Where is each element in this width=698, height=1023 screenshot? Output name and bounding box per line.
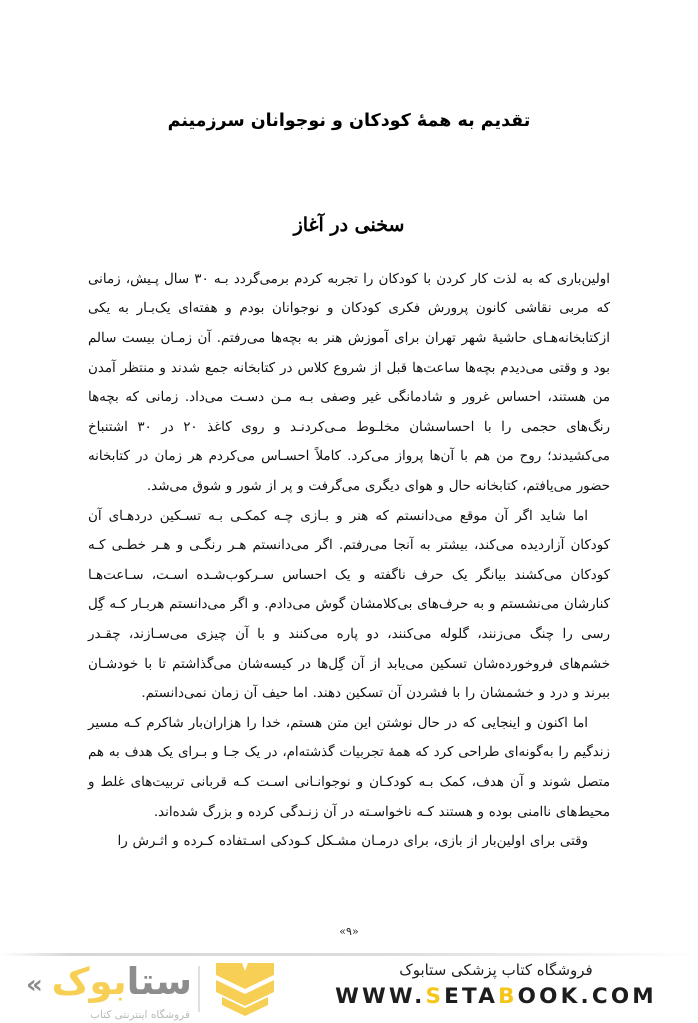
logo-subtitle: فروشگاه اینترنتی کتاب	[90, 1009, 190, 1021]
paragraph-2: اما شاید اگر آن موقع می‌دانستم که هنر و بـازی چـه کمکـی بـه تسـکین دردهـای آن کودکان آزاردیده می‌کند، بیشتر به آنجا می‌رفتم. اگر می‌دانستم هـر رنگـی و هـر خطـی کـه کودکان می‌کشند بیانگر یک حرف ناگفته و یک احساس سـرکوب‌شـده اسـت، سـاعت‌هـا کنارشان می‌نشستم و به حرف‌های بی‌کلامشان گوش می‌دادم. و اگر می‌دانستم هربـار کـه گِل رسی را چنگ می‌زنند، گلوله می‌کنند، دو پاره می‌کنند و با آن چیزی می‌سـازند، چقـدر خشم‌های فروخورده‌شان تسکین می‌یابد از آن گِل‌ها در کیسه‌شان می‌گذاشتم تا با خودشـان ببرند و درد و خشمشان را با فشردن آن تسکین دهند. اما حیف آن زمان نمی‌دانستم.	[88, 508, 610, 702]
footer-banner	[0, 953, 698, 1023]
url-suffix: OOK.COM	[517, 983, 657, 1009]
page-content	[88, 0, 610, 945]
chevron-stack-icon	[212, 961, 278, 1017]
logo-divider	[198, 966, 200, 1012]
url-letters-eta: ETA	[444, 983, 499, 1009]
paragraph-4: وقتی برای اولین‌بار از بازی، برای درمـان مشـکل کـودکی اسـتفاده کـرده و اثـرش را	[117, 834, 588, 850]
paragraph-3: اما اکنون و اینجایی که در حال نوشتن این متن هستم، خدا را هزاران‌بار شاکرم کـه مسیر زندگیم را به‌گونه‌ای طراحی کرد که همهٔ تجربیات گذشته‌ام، در یک جـا و بـرای یک هدف به هم متصل شوند و آن هدف، کمک بـه کودکـان و نوجوانـانی اسـت کـه قربانی تربیت‌های غلط و محیط‌های ناامنی بوده و هستند کـه ناخواسـته در آن زنـدگی کرده و بزرگ شده‌اند.	[88, 715, 610, 820]
footer-divider	[0, 953, 698, 956]
shop-url[interactable]	[316, 984, 676, 1009]
shop-name: فروشگاه کتاب پزشکی ستابوک	[399, 961, 593, 979]
logo-word-part-gray: ستا	[126, 960, 192, 1003]
logo-wordmark	[24, 959, 192, 1019]
dedication-heading: تقدیم به همهٔ کودکان و نوجوانان سرزمینم	[167, 111, 531, 131]
footer-brand-text	[316, 959, 676, 1009]
section-title: سخنی در آغاز	[293, 214, 405, 237]
url-prefix: WWW.	[335, 983, 426, 1009]
logo-wordmark-text	[51, 960, 192, 1003]
guillemet-icon: «	[26, 970, 43, 1000]
logo-word-part-gold: بوک	[51, 960, 127, 1003]
url-letter-s: S	[425, 983, 445, 1009]
body-text	[88, 239, 610, 857]
paragraph-1: اولین‌باری که به لذت کار کردن با کودکان را تجربه کردم برمی‌گردد بـه ۳۰ سال پـیش، زمانی که مربی نقاشی کانون پرورش فکری کودکان و نوجوانان بودم و هفته‌ای یک‌بـار به یکی ازکتابخانه‌هـای حاشیهٔ شهر تهران برای آموزش هنر به بچه‌ها می‌رفتم. آن زمـان بیست سالم بود و وقتی می‌دیدم بچه‌ها ساعت‌ها قبل از شروع کلاس در کتابخانه جمع شدند و منتظر آمدن من هستند، احساس غرور و شادمانگی غیر وصفی بـه مـن دسـت می‌داد. زمانی که بچه‌ها رنگ‌های حجمی را با احساسشان مخلـوط مـی‌کردنـد و روی کاغذ ۲۰ در ۳۰ اشتنباخ می‌کشیدند؛ روح من هم با آن‌ها پرواز می‌کرد. کاملاً احسـاس می‌کردم هر زمان در کتابخانه حضور می‌یافتم، کتابخانه حال و هوای دیگری می‌گرفت و پر از شور و شوق می‌شد.	[88, 271, 610, 494]
url-letter-b: B	[498, 983, 518, 1009]
page-number: «۹»	[339, 925, 359, 938]
setabook-logo[interactable]	[24, 957, 314, 1021]
